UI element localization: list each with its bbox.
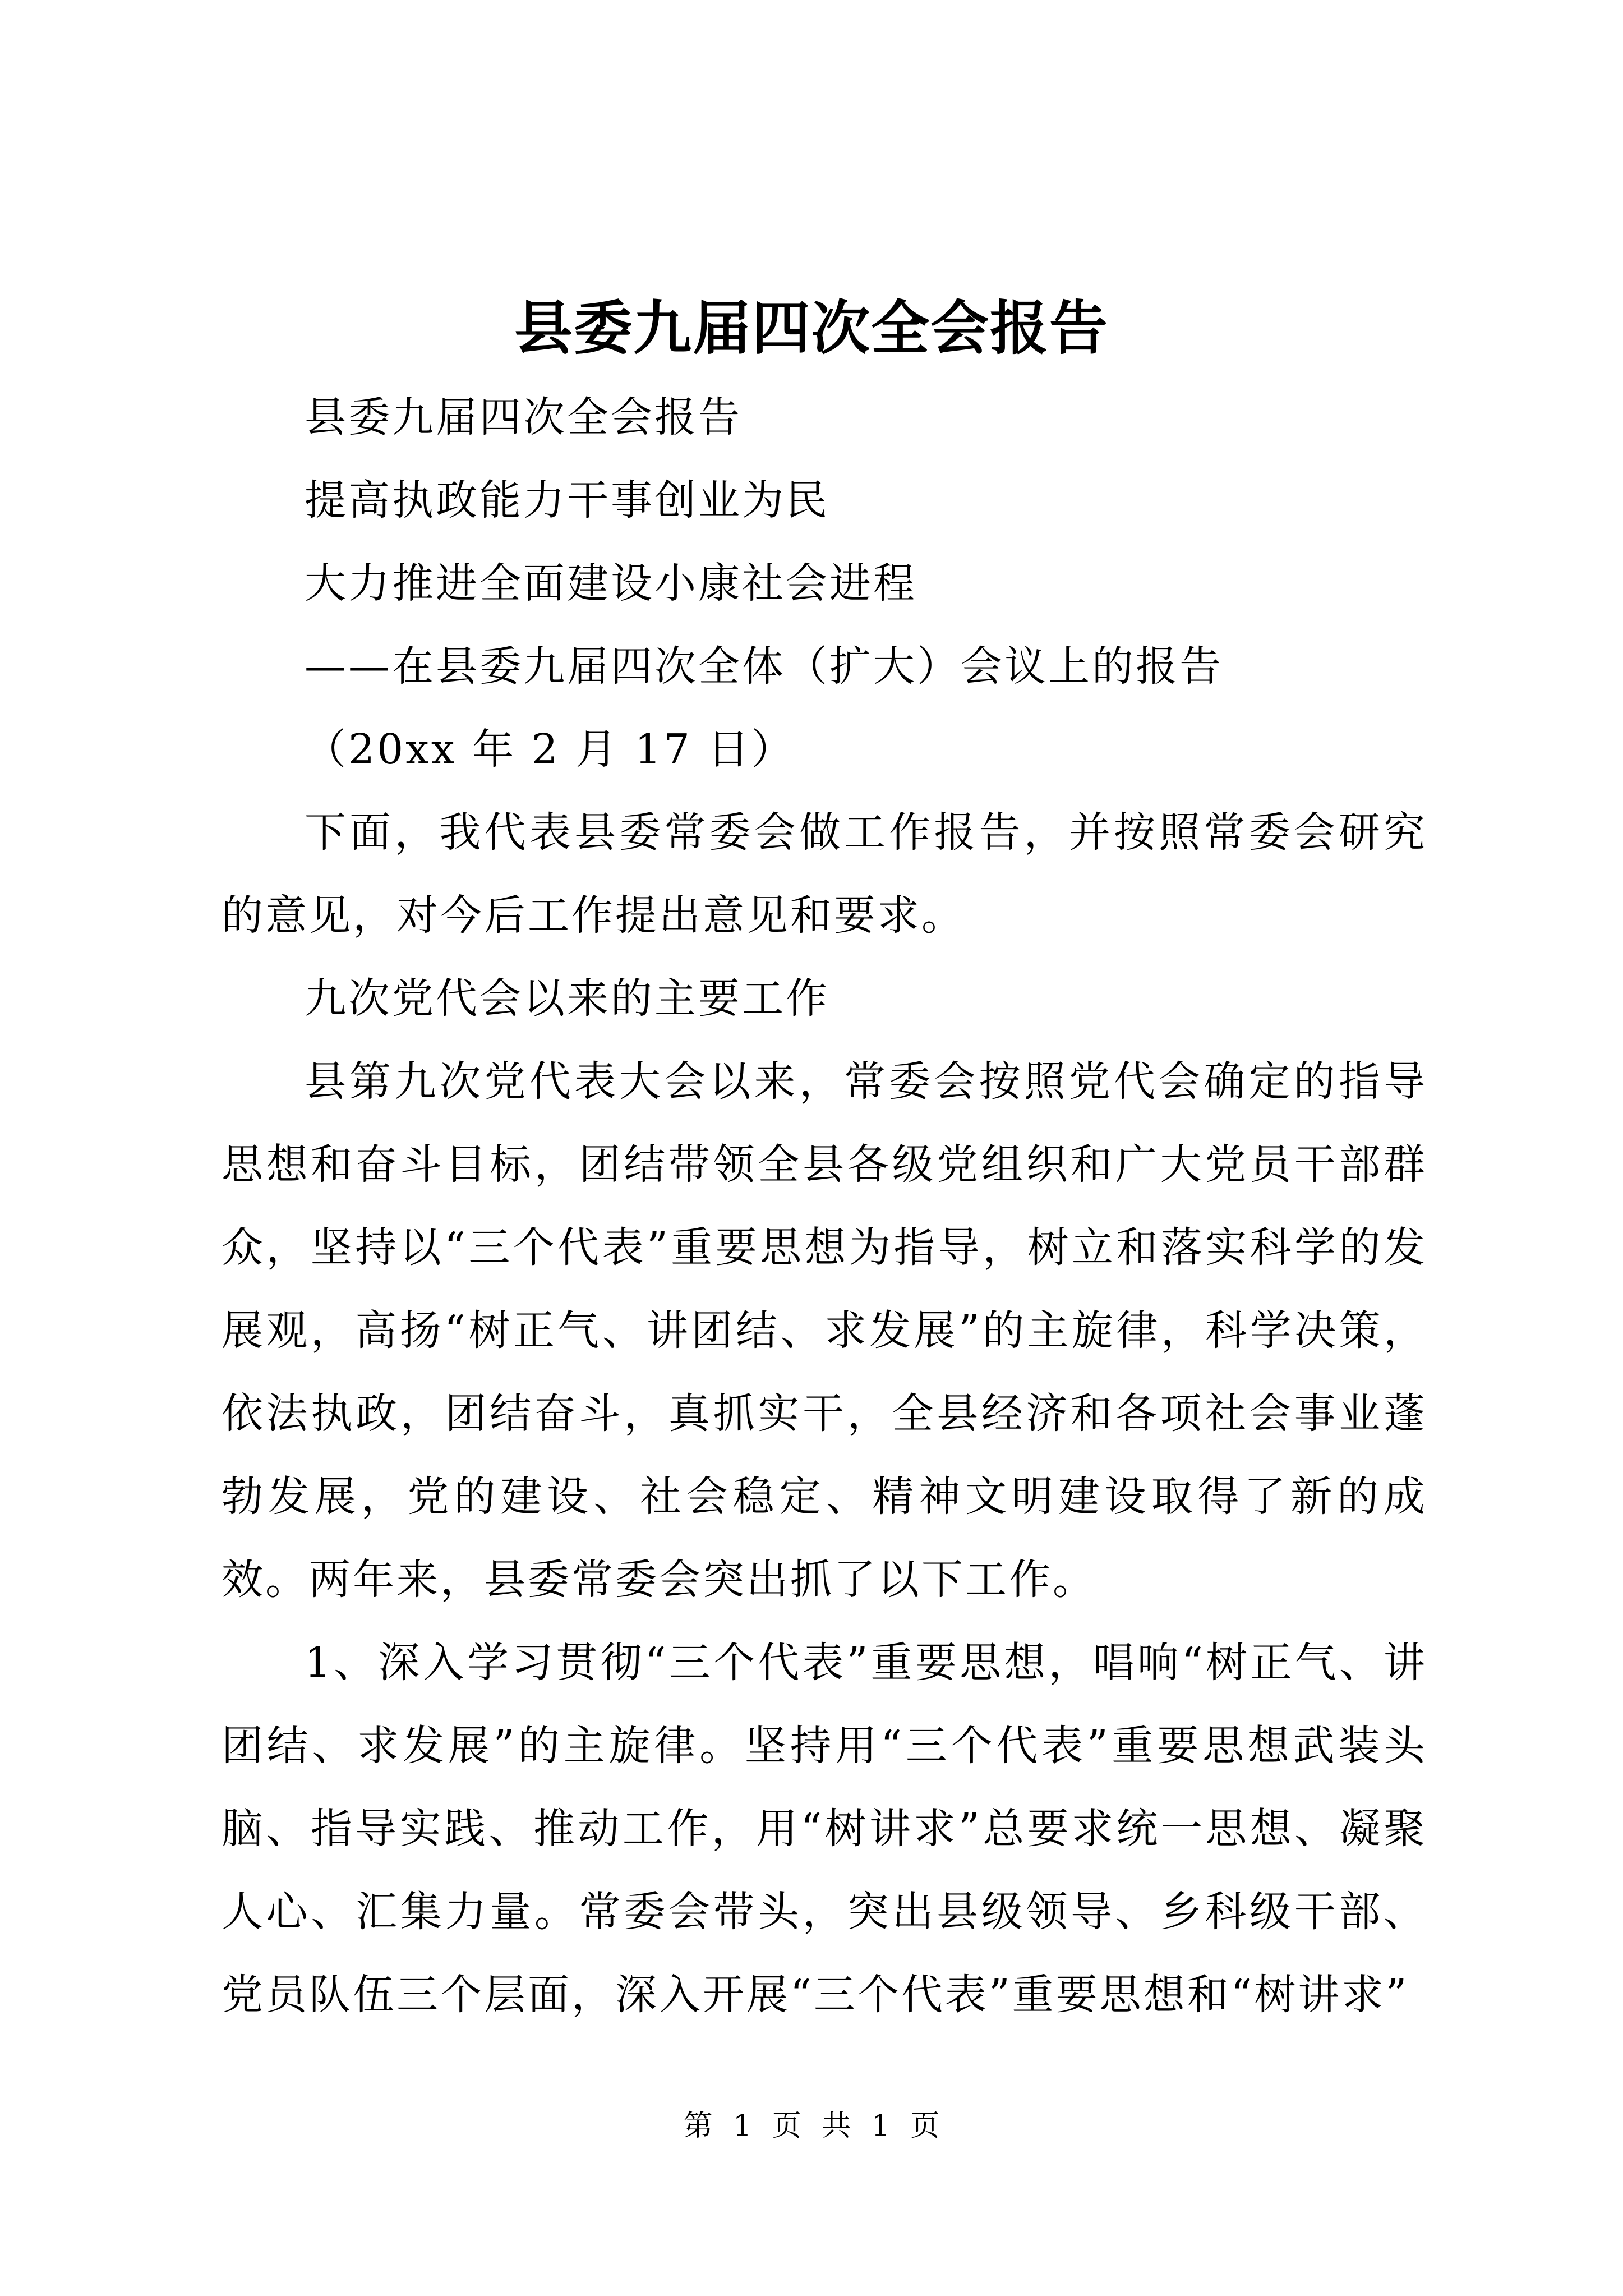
document-body [222, 376, 1427, 2036]
paragraph-occasion: ——在县委九届四次全体（扩大）会议上的报告 [305, 642, 1223, 691]
page-footer: 第 1 页 共 1 页 [683, 2109, 940, 2143]
paragraph-summary: 县第九次党代表大会以来，常委会按照党代会确定的指导思想和奋斗目标，团结带领全县各级党组织和广大党员干部群众，坚持以“三个代表”重要思想为指导，树立和落实科学的发展观，高扬“树正气、讲团结、求发展”的主旋律，科学决策，依法执政，团结奋斗，真抓实干，全县经济和各项社会事业蓬勃发展，党的建设、社会稳定、精神文明建设取得了新的成效。两年来，县委常委会突出抓了以下工作。 [222, 1057, 1427, 1604]
paragraph-report-name: 县委九届四次全会报告 [305, 393, 742, 441]
paragraph-subtheme: 大力推进全面建设小康社会进程 [305, 559, 917, 608]
paragraph-date: （20xx 年 2 月 17 日） [305, 725, 795, 774]
section-heading: 九次党代会以来的主要工作 [305, 974, 829, 1023]
paragraph-item-1: 1、深入学习贯彻“三个代表”重要思想，唱响“树正气、讲团结、求发展”的主旋律。坚持用“三个代表”重要思想武装头脑、指导实践、推动工作，用“树讲求”总要求统一思想、凝聚人心、汇集力量。常委会带头，突出县级领导、乡科级干部、党员队伍三个层面，深入开展“三个代表”重要思想和“树讲求” [222, 1639, 1427, 2019]
paragraph-theme: 提高执政能力干事创业为民 [305, 476, 829, 524]
paragraph-intro: 下面，我代表县委常委会做工作报告，并按照常委会研究的意见，对今后工作提出意见和要求。 [222, 808, 1427, 940]
document-title: 县委九届四次全会报告 [514, 293, 1109, 362]
